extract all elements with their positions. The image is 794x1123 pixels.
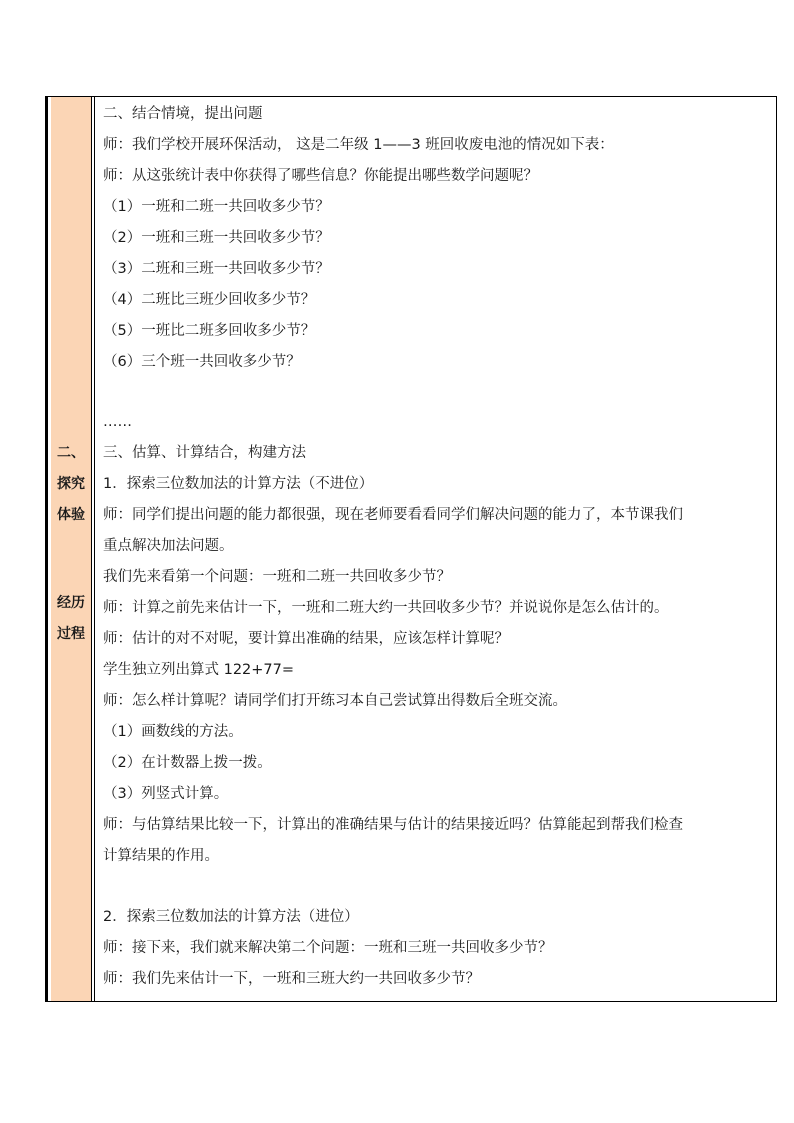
heading-section-3: 三、估算、计算结合，构建方法 (103, 445, 306, 461)
method-item: （3）列竖式计算。 (103, 786, 229, 802)
text-line: 师：估计的对不对呢，要计算出准确的结果，应该怎样计算呢？ (103, 631, 509, 647)
text-line: 学生独立列出算式 122+77= (103, 662, 295, 678)
subheading-1: 1．探索三位数加法的计算方法（不进位） (103, 476, 374, 492)
text-line: 重点解决加法问题。 (103, 538, 234, 554)
section-label-line: 探究 (57, 476, 85, 492)
question-item: （1）一班和二班一共回收多少节？ (103, 199, 330, 215)
section-label-line: 经历 (57, 595, 85, 611)
method-item: （1）画数线的方法。 (103, 724, 243, 740)
section-label-background (51, 97, 91, 1001)
question-item: （6）三个班一共回收多少节？ (103, 354, 301, 370)
heading-section-2: 二、结合情境，提出问题 (103, 106, 263, 122)
question-item: （5）一班比二班多回收多少节？ (103, 323, 316, 339)
section-label-line: 体验 (57, 507, 85, 523)
text-line: 师：我们学校开展环保活动， 这是二年级 1——3 班回收废电池的情况如下表： (103, 137, 614, 153)
ellipsis-line: …… (103, 414, 132, 430)
section-label-line: 二、 (57, 445, 85, 461)
text-line: 师：从这张统计表中你获得了哪些信息？你能提出哪些数学问题呢？ (103, 168, 538, 184)
question-item: （4）二班比三班少回收多少节？ (103, 292, 316, 308)
subheading-2: 2．探索三位数加法的计算方法（进位） (103, 909, 359, 925)
section-label-cell (46, 97, 92, 1001)
text-line: 计算结果的作用。 (103, 848, 219, 864)
text-line: 师：怎么样计算呢？请同学们打开练习本自己尝试算出得数后全班交流。 (103, 693, 567, 709)
cell-border-tick (46, 97, 48, 1001)
section-label-line: 过程 (57, 626, 85, 642)
question-item: （3）二班和三班一共回收多少节？ (103, 261, 330, 277)
lesson-content-cell (92, 97, 776, 1001)
method-item: （2）在计数器上拨一拨。 (103, 755, 272, 771)
text-line: 师：接下来，我们就来解决第二个问题：一班和三班一共回收多少节？ (103, 940, 553, 956)
text-line: 师：同学们提出问题的能力都很强，现在老师要看看同学们解决问题的能力了，本节课我们 (103, 507, 683, 523)
cell-inner-border (94, 97, 95, 1001)
text-line: 我们先来看第一个问题：一班和二班一共回收多少节？ (103, 569, 451, 585)
text-line: 师：与估算结果比较一下，计算出的准确结果与估计的结果接近吗？估算能起到帮我们检查 (103, 817, 683, 833)
lesson-table (45, 96, 777, 1002)
question-item: （2）一班和三班一共回收多少节？ (103, 230, 330, 246)
text-line: 师：我们先来估计一下，一班和三班大约一共回收多少节？ (103, 971, 480, 987)
text-line: 师：计算之前先来估计一下，一班和二班大约一共回收多少节？并说说你是怎么估计的。 (103, 600, 669, 616)
